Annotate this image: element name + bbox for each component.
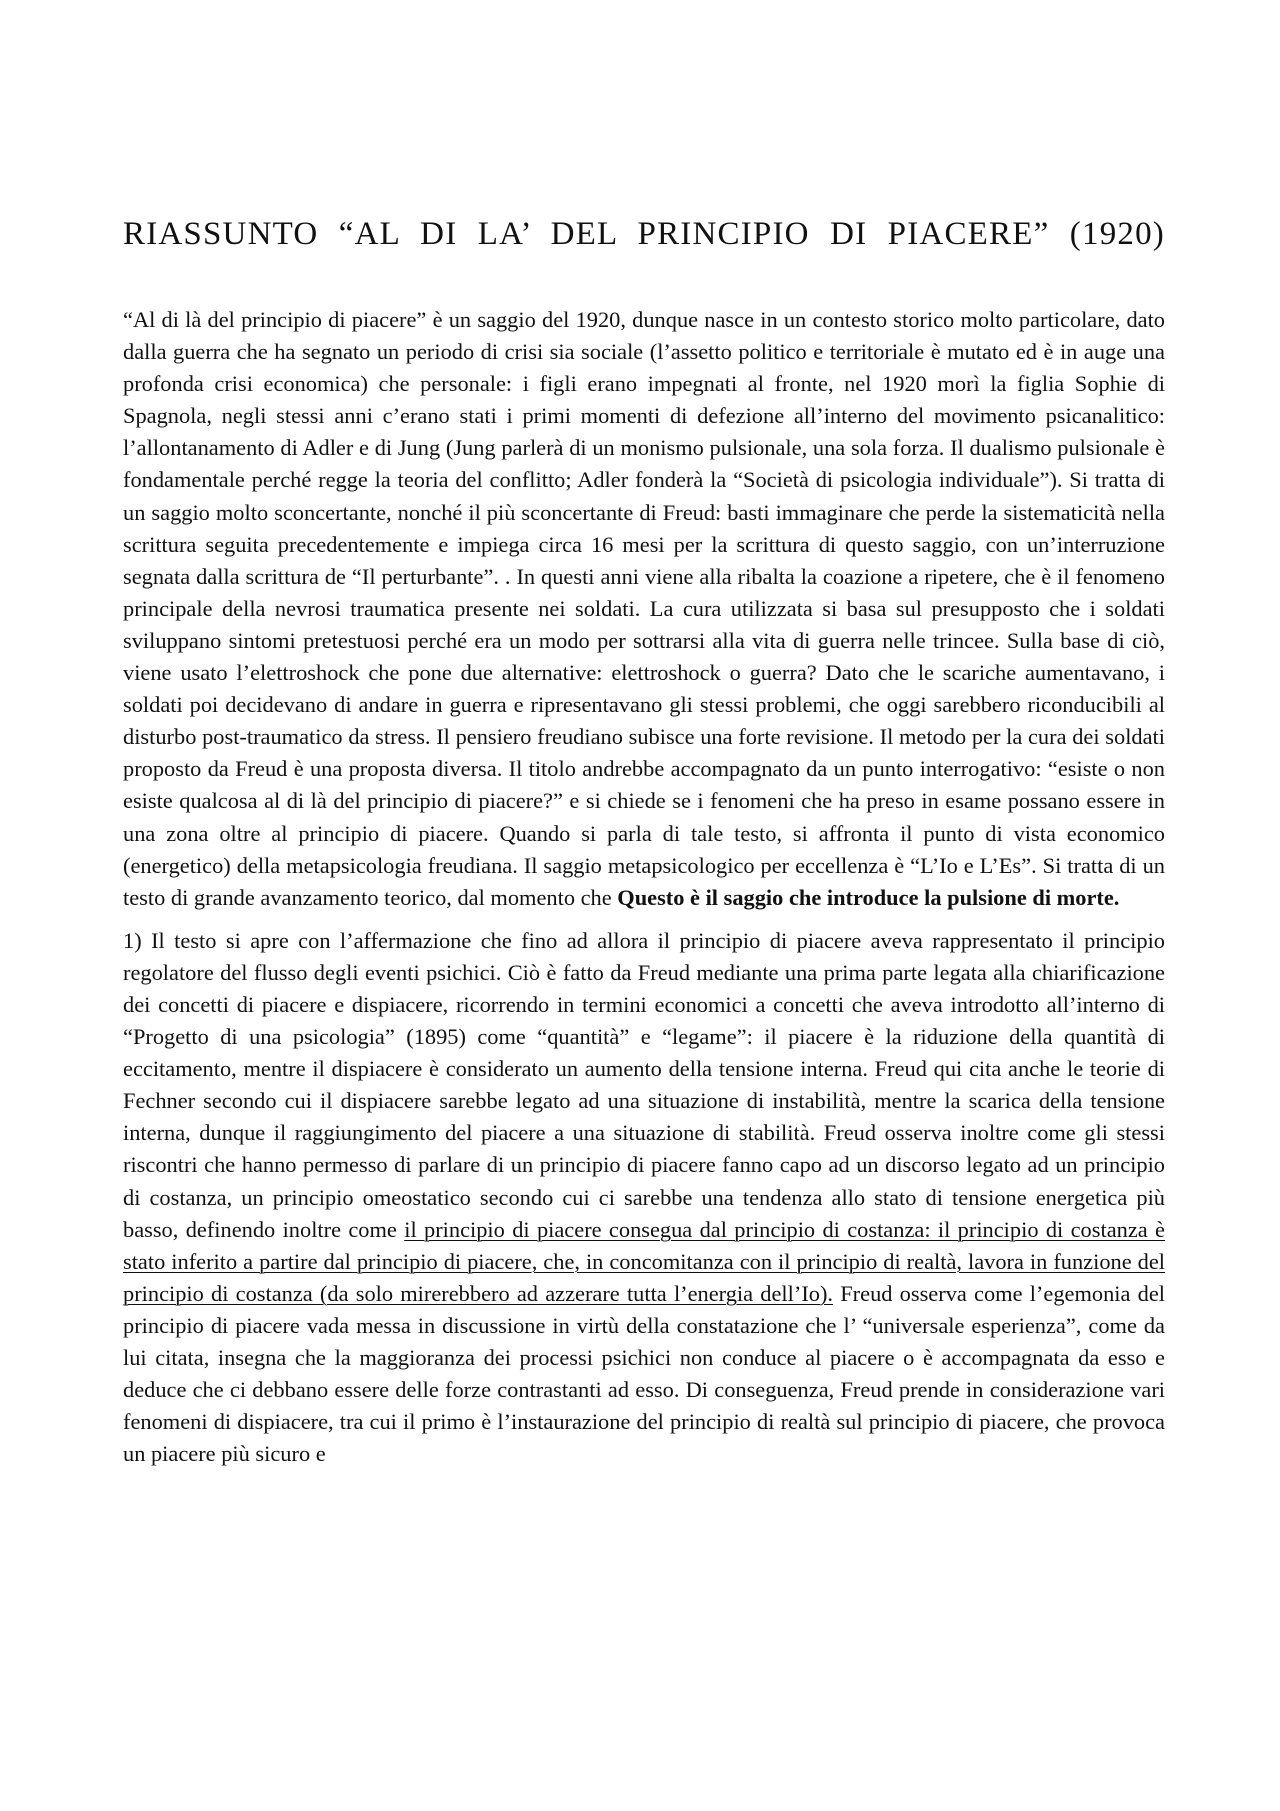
paragraph-1-bold-conclusion: Questo è il saggio che introduce la pulsione di morte.: [617, 884, 1120, 910]
paragraph-2-underlined-passage: il principio di piacere consegua dal principio di costanza: il principio di costanza è stato inferito a partire dal principio di piacere, che, in concomitanza con il principio di realtà, lavora in funzione del principio di costanza (da solo mirerebbero ad azzerare tutta l’energia dell’Io).: [123, 1216, 1165, 1306]
document-title: RIASSUNTO “AL DI LA’ DEL PRINCIPIO DI PIACERE” (1920): [123, 216, 1165, 252]
document-body: [123, 304, 1165, 1470]
paragraph-1: [123, 304, 1165, 914]
paragraph-2: [123, 925, 1165, 1471]
paragraph-2-text-before: 1) Il testo si apre con l’affermazione che fino ad allora il principio di piacere aveva rappresentato il principio regolatore del flusso degli eventi psichici. Ciò è fatto da Freud mediante una prima parte legata alla chiarificazione dei concetti di piacere e dispiacere, ricorrendo in termini economici a concetti che aveva introdotto all’interno di “Progetto di una psicologia” (1895) come “quantità” e “legame”: il piacere è la riduzione della quantità di eccitamento, mentre il dispiacere è considerato un aumento della tensione interna. Freud qui cita anche le teorie di Fechner secondo cui il dispiacere sarebbe legato ad una situazione di instabilità, mentre la scarica della tensione interna, dunque il raggiungimento del piacere a una situazione di stabilità. Freud osserva inoltre come gli stessi riscontri che hanno permesso di parlare di un principio di piacere fanno capo ad un discorso legato ad un principio di costanza, un principio omeostatico secondo cui ci sarebbe una tendenza allo stato di tensione energetica più basso, definendo inoltre come: [123, 927, 1165, 1242]
paragraph-1-text: “Al di là del principio di piacere” è un saggio del 1920, dunque nasce in un contesto storico molto particolare, dato dalla guerra che ha segnato un periodo di crisi sia sociale (l’assetto politico e territoriale è mutato ed è in auge una profonda crisi economica) che personale: i figli erano impegnati al fronte, nel 1920 morì la figlia Sophie di Spagnola, negli stessi anni c’erano stati i primi momenti di defezione all’interno del movimento psicanalitico: l’allontanamento di Adler e di Jung (Jung parlerà di un monismo pulsionale, una sola forza. Il dualismo pulsionale è fondamentale perché regge la teoria del conflitto; Adler fonderà la “Società di psicologia individuale”). Si tratta di un saggio molto sconcertante, nonché il più sconcertante di Freud: basti immaginare che perde la sistematicità nella scrittura seguita precedentemente e impiega circa 16 mesi per la scrittura di questo saggio, con un’interruzione segnata dalla scrittura de “Il perturbante”. . In questi anni viene alla ribalta la coazione a ripetere, che è il fenomeno principale della nevrosi traumatica presente nei soldati. La cura utilizzata si basa sul presupposto che i soldati sviluppano sintomi pretestuosi perché era un modo per sottrarsi alla vita di guerra nelle trincee. Sulla base di ciò, viene usato l’elettroshock che pone due alternative: elettroshock o guerra? Dato che le scariche aumentavano, i soldati poi decidevano di andare in guerra e ripresentavano gli stessi problemi, che oggi sarebbero riconducibili al disturbo post-traumatico da stress. Il pensiero freudiano subisce una forte revisione. Il metodo per la cura dei soldati proposto da Freud è una proposta diversa. Il titolo andrebbe accompagnato da un punto interrogativo: “esiste o non esiste qualcosa al di là del principio di piacere?” e si chiede se i fenomeni che ha preso in esame possano essere in una zona oltre al principio di piacere. Quando si parla di tale testo, si affronta il punto di vista economico (energetico) della metapsicologia freudiana. Il saggio metapsicologico per eccellenza è “L’Io e L’Es”. Si tratta di un testo di grande avanzamento teorico, dal momento che: [123, 307, 1165, 910]
document-page: [123, 0, 1165, 1811]
paragraph-2-text-after: Freud osserva come l’egemonia del principio di piacere vada messa in discussione in virtù della constatazione che l’ “universale esperienza”, come da lui citata, insegna che la maggioranza dei processi psichici non conduce al piacere o è accompagnata da esso e deduce che ci debbano essere delle forze contrastanti ad esso. Di conseguenza, Freud prende in considerazione vari fenomeni di dispiacere, tra cui il primo è l’instaurazione del principio di realtà sul principio di piacere, che provoca un piacere più sicuro e: [123, 1280, 1165, 1467]
